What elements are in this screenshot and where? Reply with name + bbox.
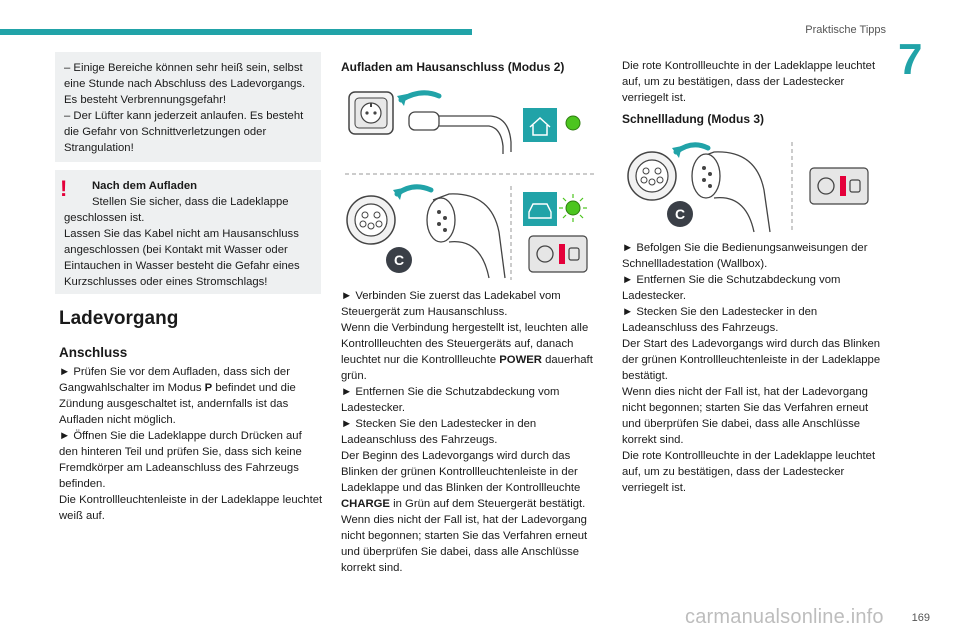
mode3-step-3: ► Stecken Sie den Ladestecker in den Ladeanschluss des Fahrzeugs.: [622, 306, 818, 334]
anschluss-note: Die Kontrollleuchtenleiste in der Ladeklappe leuchtet weiß auf.: [59, 494, 323, 522]
after-charging-line-1: Stellen Sie sicher, dass die Ladeklappe geschlossen ist.: [64, 196, 289, 224]
mode3-illustration: [622, 136, 882, 234]
home-indicator-icon: [523, 108, 557, 142]
after-charging-line-2: Lassen Sie das Kabel nicht am Hausanschluss angeschlossen (bei Kontakt mit Wasser oder Eintauchen in Wasser besteht die Gefahr eines Kurzschlusses oder eines Stromschlags!: [64, 228, 300, 288]
svg-text:C: C: [674, 206, 686, 222]
mode2-column: [341, 288, 601, 576]
mode3-column: [622, 240, 882, 496]
page-number: 169: [911, 612, 930, 624]
vehicle-inlet-icon: [628, 152, 676, 200]
watermark: carmanualsonline.info: [685, 606, 884, 628]
household-socket-icon: [349, 92, 393, 134]
section-title: Praktische Tipps: [805, 24, 886, 36]
mode2-note-2: Der Beginn des Ladevorgangs wird durch das Blinken der grünen Kontrollleuchtenleiste in der Ladeklappe und das Blinken der Kontrollleuchte CHARGE in Grün auf dem Steuergerät bestätigt.: [341, 450, 586, 510]
mode2-step-3: ► Stecken Sie den Ladestecker in den Ladeanschluss des Fahrzeugs.: [341, 418, 537, 446]
mode3-note-2: Wenn dies nicht der Fall ist, hat der Ladevorgang nicht begonnen; starten Sie das Verfahren erneut und überprüfen Sie dabei, dass alle Anschlüsse korrekt sind.: [622, 386, 869, 446]
mode3-step-2: ► Entfernen Sie die Schutzabdeckung vom Ladestecker.: [622, 274, 841, 302]
subheading-mode2: Aufladen am Hausanschluss (Modus 2): [341, 60, 565, 74]
chapter-number: 7: [898, 35, 923, 84]
green-led-icon: [566, 116, 580, 130]
heat-warning-line-2: – Der Lüfter kann jederzeit anlaufen. Es besteht die Gefahr von Schnittverletzungen oder Strangulation!: [64, 110, 304, 154]
heat-warning-box: [55, 52, 321, 162]
header-accent-bar: [0, 29, 472, 35]
after-charging-warning-box: [55, 170, 321, 294]
mode2-final-note: Die rote Kontrollleuchte in der Ladeklappe leuchtet auf, um zu bestätigen, dass der Ladestecker verriegelt ist.: [622, 60, 876, 104]
subheading-mode3: Schnellladung (Modus 3): [622, 112, 765, 126]
after-charging-title: Nach dem Aufladen: [92, 180, 198, 192]
heat-warning-line-1: – Einige Bereiche können sehr heiß sein, selbst eine Stunde nach Abschluss des Ladevorgangs. Es besteht Verbrennungsgefahr!: [64, 62, 306, 106]
anschluss-step-2: ► Öffnen Sie die Ladeklappe durch Drücken auf den hinteren Teil und prüfen Sie, dass sich keine Fremdkörper am Ladeanschluss des Fahrzeugs befinden.: [59, 430, 302, 490]
car-indicator-icon: [523, 192, 557, 226]
mode3-note-1: Der Start des Ladevorgangs wird durch das Blinken der grünen Kontrollleuchtenleiste in der Ladeklappe bestätigt.: [622, 338, 881, 382]
section-heading-ladevorgang: Ladevorgang: [59, 308, 179, 329]
svg-text:C: C: [393, 252, 405, 268]
warning-icon: !: [60, 176, 68, 201]
type2-plug-icon: [427, 194, 505, 278]
charging-plug-icon: [409, 112, 511, 154]
anschluss-step-1: ► Prüfen Sie vor dem Aufladen, dass sich der Gangwahlschalter im Modus P befindet und die Zündung ausgeschaltet ist, andernfalls ist das Aufladen nicht möglich.: [59, 366, 296, 426]
subheading-anschluss: Anschluss: [59, 345, 128, 360]
arrow-icon: [401, 93, 439, 100]
lock-indicator-panel-icon: [529, 236, 587, 272]
mode2-step-2: ► Entfernen Sie die Schutzabdeckung vom Ladestecker.: [341, 386, 560, 414]
mode2-step-1: ► Verbinden Sie zuerst das Ladekabel vom Steuergerät zum Hausanschluss.: [341, 290, 561, 318]
mode2-illustration: [341, 82, 601, 282]
mode2-note-1: Wenn die Verbindung hergestellt ist, leuchten alle Kontrollleuchten des Steuergeräts auf, danach leuchtet nur die Kontrollleuchte POWER dauerhaft grün.: [341, 322, 593, 382]
type2-plug-icon: [692, 152, 770, 232]
mode2-note-3: Wenn dies nicht der Fall ist, hat der Ladevorgang nicht begonnen; starten Sie das Verfahren erneut und überprüfen Sie dabei, dass alle Anschlüsse korrekt sind.: [341, 514, 588, 574]
anschluss-column: [59, 364, 323, 524]
mode3-step-1: ► Befolgen Sie die Bedienungsanweisungen der Schnellladestation (Wallbox).: [622, 242, 868, 270]
mode3-note-3: Die rote Kontrollleuchte in der Ladeklappe leuchtet auf, um zu bestätigen, dass der Ladestecker verriegelt ist.: [622, 450, 876, 494]
vehicle-inlet-icon: [347, 196, 395, 244]
blinking-green-led-icon: [566, 201, 580, 215]
lock-indicator-panel-icon: [810, 168, 868, 204]
